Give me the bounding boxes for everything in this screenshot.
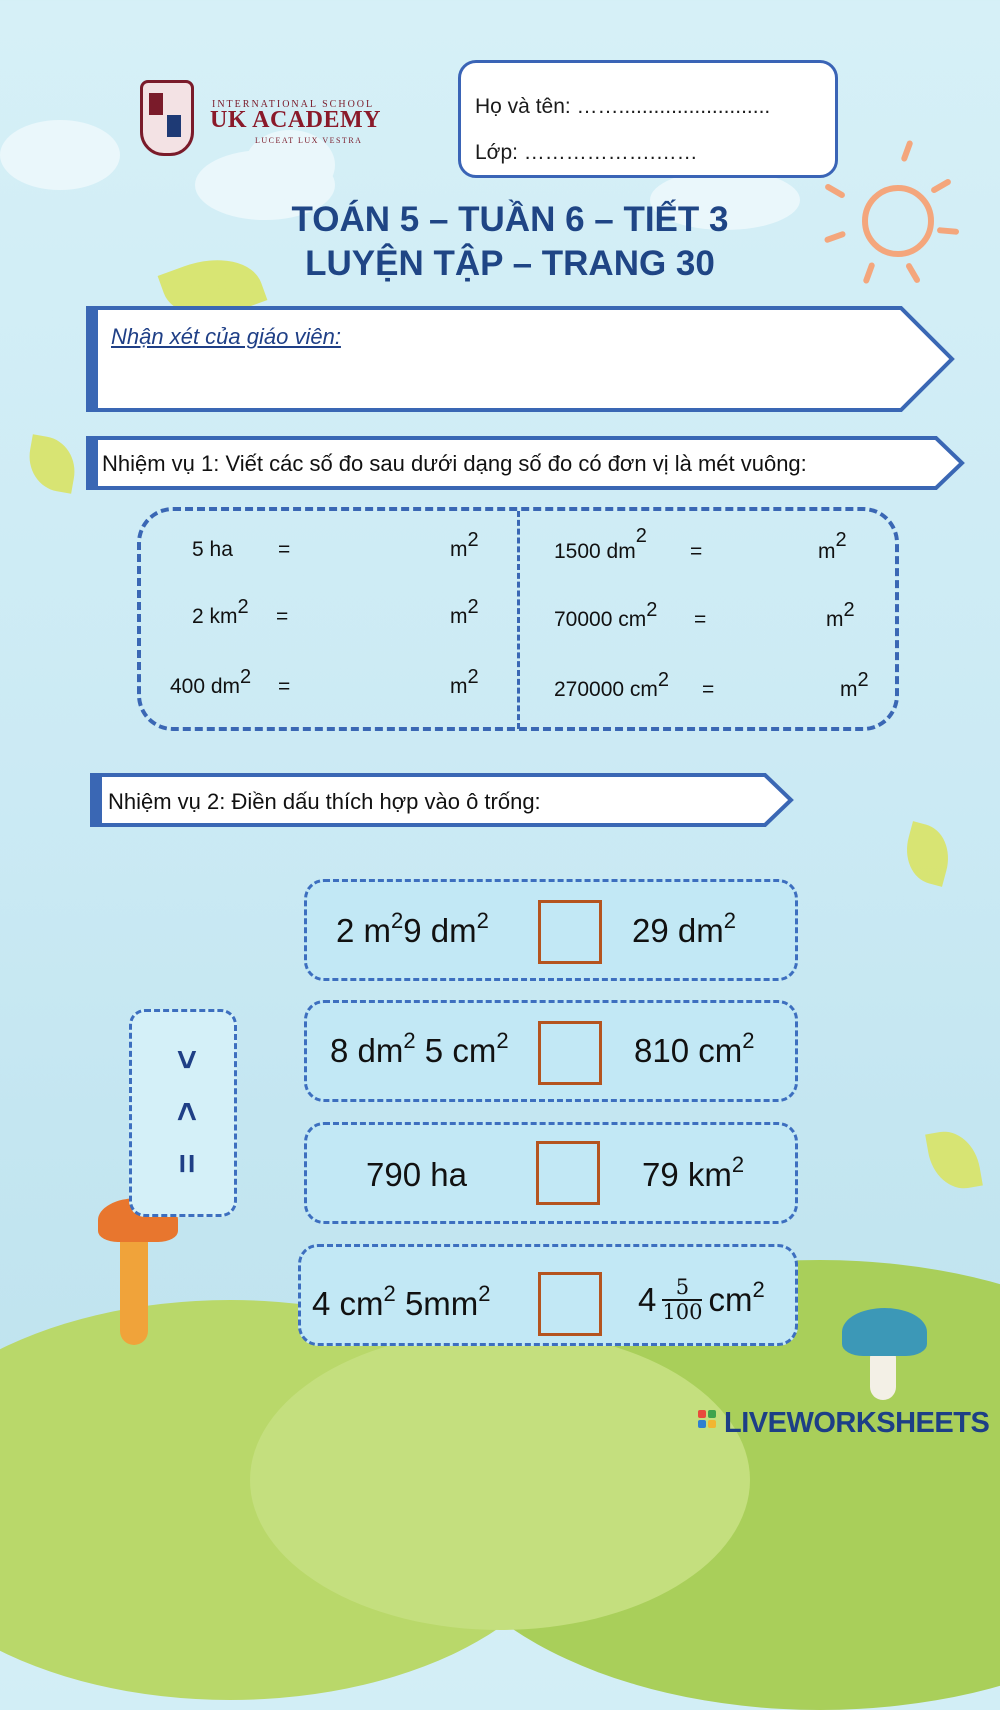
task1-right-3-lhs: 270000 cm2: [554, 669, 670, 701]
task1-left-3-lhs: 400 dm2: [170, 666, 252, 698]
student-name-field[interactable]: Họ và tên: ……..........................: [475, 95, 771, 118]
task1-right-1-op: =: [690, 540, 703, 563]
teacher-comment-ribbon: [86, 306, 956, 412]
logo-motto: LUCEAT LUX VESTRA: [255, 136, 363, 145]
student-class-field[interactable]: Lớp: ……………….……: [475, 141, 698, 164]
background-hill: [250, 1330, 750, 1630]
compare-row-4-right: 4 $\frac{5}{100}$ $cm^2$: [638, 1275, 765, 1325]
task1-column-divider: [517, 511, 520, 729]
task1-right-1-unit: m2: [818, 529, 847, 563]
logo-school-name: UK ACADEMY: [210, 107, 381, 133]
compare-row-2-answer-box[interactable]: [538, 1021, 602, 1085]
task1-left-3-unit: m2: [450, 666, 479, 698]
compare-row-1-right: 29 $dm^2$: [632, 908, 736, 949]
compare-row-4-answer-box[interactable]: [538, 1272, 602, 1336]
page-title-line2: LUYỆN TẬP – TRANG 30: [305, 244, 715, 283]
task1-left-2-op: =: [276, 605, 289, 628]
greater-than-symbol[interactable]: >: [167, 1049, 206, 1070]
compare-row-2-left: 8 $dm^2$ 5 $cm^2$: [330, 1028, 509, 1069]
task1-right-2-unit: m2: [826, 599, 855, 631]
teacher-comment-label: Nhận xét của giáo viên:: [111, 324, 341, 349]
sun-ray: [824, 183, 846, 199]
leaf-icon: [24, 434, 80, 494]
compare-row-3-answer-box[interactable]: [536, 1141, 600, 1205]
mushroom-stem: [120, 1225, 148, 1345]
student-info-box: [458, 60, 838, 178]
page-title-line1: TOÁN 5 – TUẦN 6 – TIẾT 3: [291, 200, 729, 239]
sun-ray: [900, 140, 913, 163]
liveworksheets-watermark: LIVEWORKSHEETS: [724, 1407, 990, 1439]
task1-left-1-unit: m2: [450, 529, 479, 561]
task1-left-1-lhs: 5 ha: [192, 538, 233, 561]
task1-right-2-op: =: [694, 608, 707, 631]
task1-left-2-unit: m2: [450, 596, 479, 628]
compare-row-3-left: 790 ha: [366, 1156, 467, 1193]
task1-right-1-lhs: 1500 dm2: [554, 525, 647, 563]
compare-row-4-left: 4 $cm^2$ $5mm^2$: [312, 1281, 491, 1322]
leaf-icon: [925, 1126, 983, 1193]
mushroom-cap: [842, 1308, 927, 1356]
equals-symbol[interactable]: =: [167, 1153, 206, 1174]
task2-label: Nhiệm vụ 2: Điền dấu thích hợp vào ô trống:: [108, 789, 541, 814]
task1-label: Nhiệm vụ 1: Viết các số đo sau dưới dạng số đo có đơn vị là mét vuông:: [102, 451, 807, 476]
mixed-fraction: $\frac{5}{100}$: [662, 1275, 703, 1325]
compare-row-1-answer-box[interactable]: [538, 900, 602, 964]
task1-left-2-lhs: 2 km2: [192, 596, 249, 628]
compare-row-1-left: 2 $m^29$ $dm^2$: [336, 908, 489, 949]
leaf-icon: [899, 821, 957, 887]
less-than-symbol[interactable]: <: [167, 1101, 206, 1122]
task1-right-2-lhs: 70000 cm2: [554, 599, 658, 631]
background-cloud: [0, 120, 120, 190]
task1-left-3-op: =: [278, 675, 291, 698]
compare-row-3-right: 79 $km^2$: [642, 1152, 745, 1193]
liveworksheets-logo-icon: [698, 1410, 720, 1436]
task2-ribbon: [90, 773, 795, 827]
ribbon-shape: [86, 306, 956, 412]
task1-right-3-unit: m2: [840, 669, 869, 701]
task1-left-1-op: =: [278, 538, 291, 561]
school-crest-logo: [140, 80, 194, 156]
task1-right-3-op: =: [702, 678, 715, 701]
sun-ray: [930, 178, 952, 194]
logo-subtitle: INTERNATIONAL SCHOOL: [212, 99, 375, 110]
compare-row-2-right: 810 $cm^2$: [634, 1028, 755, 1069]
symbol-choices-card: [129, 1009, 237, 1217]
task1-ribbon: [86, 436, 966, 490]
